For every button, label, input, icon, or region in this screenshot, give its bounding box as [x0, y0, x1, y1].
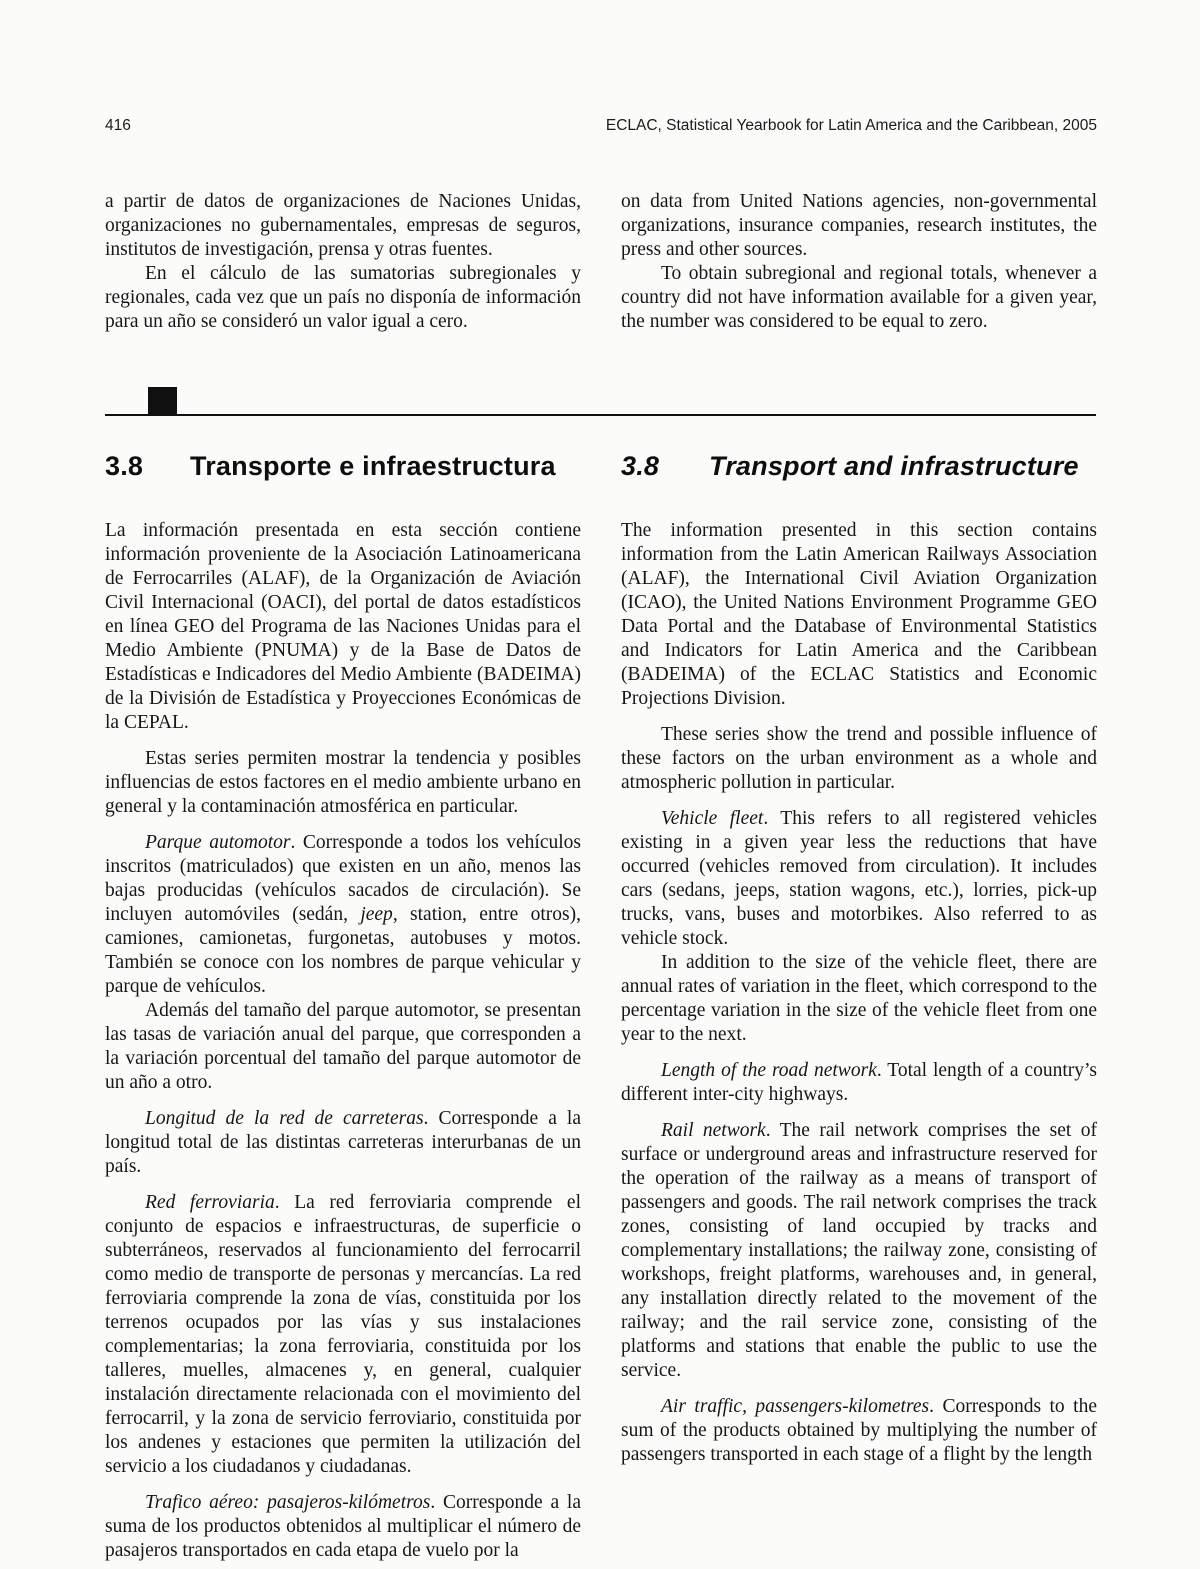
paragraph: [105, 262, 581, 334]
section-title-english: Transport and infrastructure: [709, 451, 1079, 481]
body-spanish-column: [105, 519, 581, 1563]
section-marker-square: [148, 387, 177, 416]
paragraph: [105, 999, 581, 1095]
paragraph-text: The information presented in this section contains information from the Latin American Railways Association (ALAF), the International Civil Aviation Organization (ICAO), the United Nations Environment Programme GEO Data Portal and the Database of Environmental Statistics and Indicators for Latin America and the Caribbean (BADEIMA) of the ECLAC Statistics and Economic Projections Division.: [621, 520, 1097, 709]
intro-spanish-column: [105, 190, 581, 334]
paragraph: [621, 723, 1097, 795]
section-title-spanish: Transporte e infraestructura: [190, 451, 556, 481]
paragraph: [105, 1191, 581, 1479]
paragraph: [621, 1059, 1097, 1107]
paragraph-text: . Corresponds to the sum of the products obtained by multiplying the number of passengers transported in each stage of a flight by the length: [621, 1396, 1097, 1465]
paragraph: [105, 831, 581, 999]
paragraph: [621, 1119, 1097, 1383]
paragraph: [621, 807, 1097, 951]
term-italic: Trafico aéreo: pasajeros-kilómetros: [145, 1492, 431, 1513]
running-title: ECLAC, Statistical Yearbook for Latin America and the Caribbean, 2005: [605, 117, 1097, 134]
paragraph-text: To obtain subregional and regional totals, whenever a country did not have information available for a given year, the number was considered to be equal to zero.: [621, 263, 1097, 332]
paragraph: [105, 190, 581, 262]
paragraph: [105, 1491, 581, 1563]
paragraph: [105, 519, 581, 735]
paragraph-text: En el cálculo de las sumatorias subregionales y regionales, cada vez que un país no disponía de información para un año se consideró un valor igual a cero.: [105, 263, 581, 332]
term-italic: Longitud de la red de carreteras: [145, 1108, 424, 1129]
term-italic: Air traffic, passengers-kilometres: [661, 1396, 930, 1417]
section-heading-english: [621, 451, 1097, 482]
running-header: [105, 117, 1097, 135]
paragraph: [621, 190, 1097, 262]
paragraph: [105, 747, 581, 819]
body-english-column: [621, 519, 1097, 1563]
paragraph-text: . La red ferroviaria comprende el conjunto de espacios e infraestructuras, de superficie o subterráneos, reservados al funcionamiento del ferrocarril como medio de transporte de personas y mercancías. La red ferroviaria comprende la zona de vías, constituida por los terrenos ocupados por las vías y sus instalaciones complementarias; la zona ferroviaria, constituida por los talleres, muelles, almacenes y, en general, cualquier instalación directamente relacionada con el movimiento del ferrocarril, y la zona de servicio ferroviario, constituida por los andenes y estaciones que permiten la utilización del servicio a los ciudadanos y ciudadanas.: [105, 1192, 581, 1477]
paragraph: [621, 951, 1097, 1047]
paragraph-text: La información presentada en esta sección contiene información proveniente de la Asociación Latinoamericana de Ferrocarriles (ALAF), de la Organización de Aviación Civil Internacional (OACI), del portal de datos estadísticos en línea GEO del Programa de las Naciones Unidas para el Medio Ambiente (PNUMA) y de la Base de Datos de Estadísticas e Indicadores del Medio Ambiente (BADEIMA) de la División de Estadística y Proyecciones Económicas de la CEPAL.: [105, 520, 581, 733]
page-number: 416: [105, 117, 131, 134]
paragraph-text: . Total length of a country’s different inter-city highways.: [621, 1060, 1097, 1105]
paragraph: [621, 519, 1097, 711]
paragraph-text: . This refers to all registered vehicles existing in a given year less the reductions that have occurred (vehicles removed from circulation). It includes cars (sedans, jeeps, station wagons, etc.), lorries, pick-up trucks, vans, buses and motorbikes. Also referred to as vehicle stock.: [621, 808, 1097, 949]
section-number-english: 3.8: [621, 451, 660, 481]
paragraph: [105, 1107, 581, 1179]
intro-english-column: [621, 190, 1097, 334]
paragraph-text: . Corresponde a la suma de los productos obtenidos al multiplicar el número de pasajeros transportados en cada etapa de vuelo por la: [105, 1492, 581, 1561]
paragraph-text: In addition to the size of the vehicle fleet, there are annual rates of variation in the fleet, which correspond to the percentage variation in the size of the vehicle fleet from one year to the next.: [621, 952, 1097, 1045]
section-heading-spanish: [105, 451, 581, 482]
paragraph: [621, 262, 1097, 334]
term-italic: Rail network: [661, 1120, 766, 1141]
paragraph-text: These series show the trend and possible influence of these factors on the urban environment as a whole and atmospheric pollution in particular.: [621, 724, 1097, 793]
paragraph: [621, 1395, 1097, 1467]
paragraph-text: Estas series permiten mostrar la tendencia y posibles influencias de estos factores en el medio ambiente urbano en general y la contaminación atmosférica en particular.: [105, 748, 581, 817]
body-section: [105, 519, 1097, 1563]
term-italic: jeep: [360, 904, 393, 925]
intro-section: [105, 190, 1097, 334]
paragraph-text: , station, entre otros), camiones, camionetas, furgonetas, autobuses y motos. También se conoce con los nombres de parque vehicular y parque de vehículos.: [105, 904, 581, 997]
term-italic: Vehicle fleet: [661, 808, 764, 829]
paragraph-text: Además del tamaño del parque automotor, se presentan las tasas de variación anual del parque, que corresponden a la variación porcentual del tamaño del parque automotor de un año a otro.: [105, 1000, 581, 1093]
paragraph-text: . Corresponde a la longitud total de las distintas carreteras interurbanas de un país.: [105, 1108, 581, 1177]
term-italic: Parque automotor: [145, 832, 291, 853]
section-headings: [105, 451, 1097, 482]
paragraph-text: on data from United Nations agencies, non-governmental organizations, insurance companies, research institutes, the press and other sources.: [621, 191, 1097, 260]
paragraph-text: a partir de datos de organizaciones de Naciones Unidas, organizaciones no gubernamentales, empresas de seguros, institutos de investigación, prensa y otras fuentes.: [105, 191, 581, 260]
paragraph-text: . The rail network comprises the set of surface or underground areas and infrastructure reserved for the operation of the railway as a means of transport of passengers and goods. The rail network comprises the track zones, consisting of land occupied by tracks and complementary installations; the railway zone, consisting of workshops, freight platforms, warehouses and, in general, any installation directly related to the movement of the railway; and the rail service zone, consisting of the platforms and stations that enable the public to use the service.: [621, 1120, 1097, 1381]
paragraph-text: . Corresponde a todos los vehículos inscritos (matriculados) que existen en un año, menos las bajas producidas (vehículos sacados de circulación). Se incluyen automóviles (sedán,: [105, 832, 581, 925]
section-divider-rule: [105, 414, 1096, 416]
term-italic: Length of the road network: [661, 1060, 877, 1081]
term-italic: Red ferroviaria: [145, 1192, 275, 1213]
section-number-spanish: 3.8: [105, 451, 144, 481]
